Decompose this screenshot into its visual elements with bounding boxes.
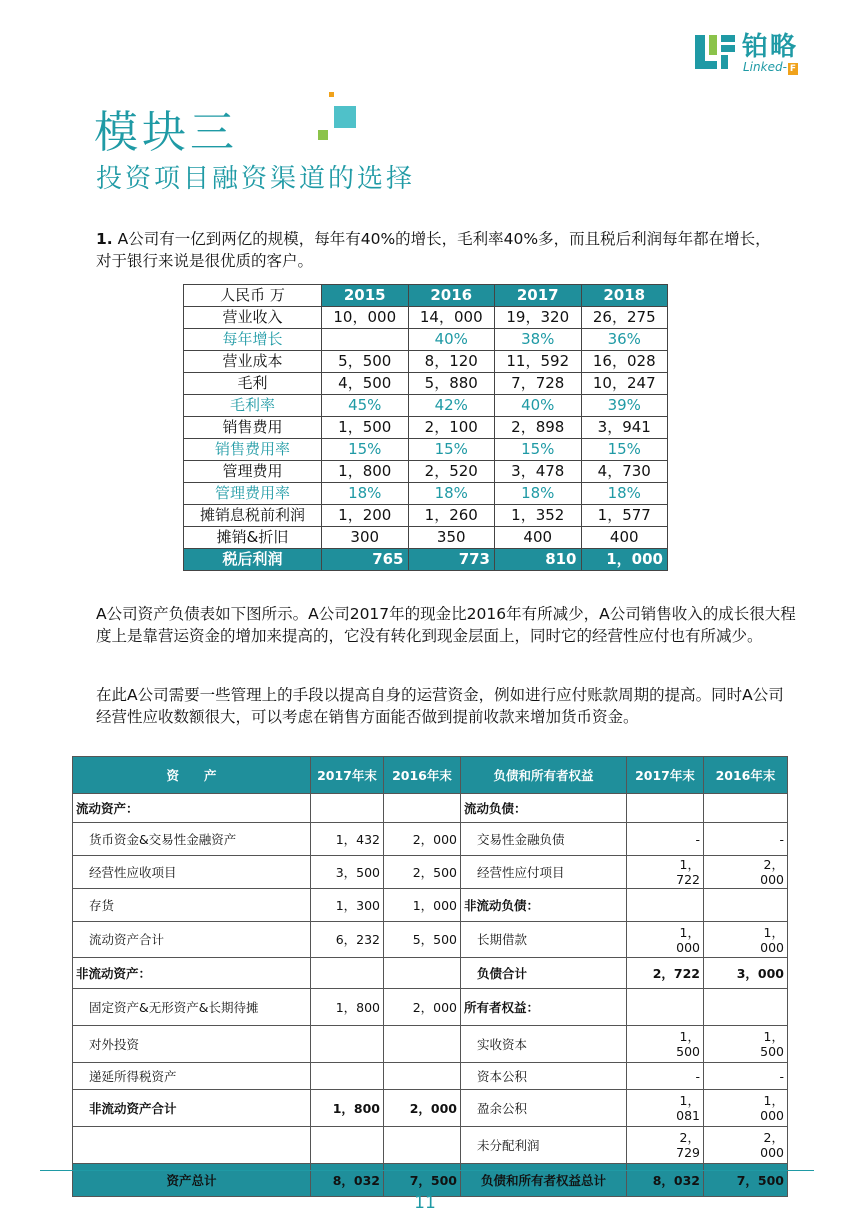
amount-cell: 1， 081 — [627, 1090, 704, 1127]
row-label: 毛利率 — [184, 395, 322, 417]
page-number: 11 — [414, 1193, 436, 1213]
table-cell: 2，520 — [408, 461, 495, 483]
year-header: 2017 — [495, 285, 582, 307]
balance-sheet-header — [73, 757, 788, 794]
table-cell: 16，028 — [581, 351, 668, 373]
table-cell: 765 — [322, 549, 409, 571]
row-label: 销售费用 — [184, 417, 322, 439]
amount-cell: 1，300 — [311, 889, 384, 922]
amount-cell: - — [627, 1063, 704, 1090]
table-cell: 3，941 — [581, 417, 668, 439]
table-cell: 40% — [408, 329, 495, 351]
table-cell: 45% — [322, 395, 409, 417]
table-cell: 36% — [581, 329, 668, 351]
liability-label: 资本公积 — [461, 1063, 627, 1090]
row-label: 营业收入 — [184, 307, 322, 329]
amount-cell: 2，000 — [384, 989, 461, 1026]
amount-cell — [384, 1063, 461, 1090]
table-cell: 15% — [408, 439, 495, 461]
amount-cell: 1， 500 — [704, 1026, 788, 1063]
table-row — [73, 889, 788, 922]
table-row — [73, 922, 788, 958]
table-row — [184, 417, 668, 439]
table-cell: 18% — [581, 483, 668, 505]
brand-name-cn: 铂略 — [742, 32, 799, 62]
asset-label: 流动资产： — [73, 794, 311, 823]
table-row — [184, 329, 668, 351]
amount-cell: 1， 000 — [704, 922, 788, 958]
liability-label: 长期借款 — [461, 922, 627, 958]
amount-cell: 8，032 — [311, 1164, 384, 1197]
row-label: 管理费用率 — [184, 483, 322, 505]
income-table — [183, 284, 668, 571]
table-cell: 3，478 — [495, 461, 582, 483]
row-label: 摊销&折旧 — [184, 527, 322, 549]
amount-cell — [384, 794, 461, 823]
amount-cell: 3，000 — [704, 958, 788, 989]
amount-cell: 1，800 — [311, 989, 384, 1026]
amount-cell: 1， 000 — [704, 1090, 788, 1127]
brand-name-en: Linked- F — [743, 60, 797, 74]
liability-label: 流动负债： — [461, 794, 627, 823]
table-row — [73, 1063, 788, 1090]
table-cell: 10，000 — [322, 307, 409, 329]
table-cell: 1，800 — [322, 461, 409, 483]
amount-cell: 6，232 — [311, 922, 384, 958]
table-cell: 14，000 — [408, 307, 495, 329]
amount-cell: 1， 000 — [627, 922, 704, 958]
table-cell: 4，730 — [581, 461, 668, 483]
table-cell: 18% — [408, 483, 495, 505]
table-cell: 26，275 — [581, 307, 668, 329]
table-cell: 400 — [581, 527, 668, 549]
column-header: 负债和所有者权益 — [461, 757, 627, 794]
table-row — [184, 439, 668, 461]
table-cell: 19，320 — [495, 307, 582, 329]
decorative-squares-icon — [316, 92, 364, 142]
amount-cell: 1，800 — [311, 1090, 384, 1127]
table-cell: 18% — [495, 483, 582, 505]
table-cell: 40% — [495, 395, 582, 417]
asset-label: 经营性应收项目 — [73, 856, 311, 889]
asset-label: 固定资产&无形资产&长期待摊 — [73, 989, 311, 1026]
table-cell: 15% — [495, 439, 582, 461]
table-row — [73, 989, 788, 1026]
table-row — [73, 856, 788, 889]
amount-cell: 1， 500 — [627, 1026, 704, 1063]
amount-cell: 2，000 — [384, 823, 461, 856]
amount-cell: 1，432 — [311, 823, 384, 856]
amount-cell: 1，000 — [384, 889, 461, 922]
amount-cell: 8，032 — [627, 1164, 704, 1197]
table-cell: 400 — [495, 527, 582, 549]
column-header: 2016年末 — [704, 757, 788, 794]
brand-logo — [693, 33, 813, 73]
table-row — [184, 307, 668, 329]
asset-label: 非流动资产合计 — [73, 1090, 311, 1127]
page-title: 模块三 — [94, 107, 238, 158]
table-cell: 18% — [322, 483, 409, 505]
balance-sheet-table — [72, 756, 788, 1197]
table-cell: 350 — [408, 527, 495, 549]
table-row — [184, 527, 668, 549]
amount-cell: 2，000 — [384, 1090, 461, 1127]
table-cell: 38% — [495, 329, 582, 351]
table-row — [73, 1164, 788, 1197]
table-row — [73, 1026, 788, 1063]
footer-rule — [40, 1170, 814, 1171]
amount-cell — [311, 958, 384, 989]
liability-label: 所有者权益： — [461, 989, 627, 1026]
amount-cell: 7，500 — [704, 1164, 788, 1197]
table-cell: 810 — [495, 549, 582, 571]
table-row — [184, 395, 668, 417]
asset-label: 资产总计 — [73, 1164, 311, 1197]
amount-cell — [627, 794, 704, 823]
amount-cell — [704, 989, 788, 1026]
table-cell: 1，260 — [408, 505, 495, 527]
amount-cell: 1， 722 — [627, 856, 704, 889]
year-header: 2016 — [408, 285, 495, 307]
asset-label: 非流动资产： — [73, 958, 311, 989]
amount-cell — [704, 889, 788, 922]
table-row — [184, 373, 668, 395]
row-label: 管理费用 — [184, 461, 322, 483]
table-cell: 2，898 — [495, 417, 582, 439]
row-label: 营业成本 — [184, 351, 322, 373]
year-header: 2018 — [581, 285, 668, 307]
row-label: 毛利 — [184, 373, 322, 395]
amount-cell — [384, 958, 461, 989]
table-row — [184, 483, 668, 505]
asset-label — [73, 1127, 311, 1164]
table-cell: 773 — [408, 549, 495, 571]
liability-label: 交易性金融负债 — [461, 823, 627, 856]
working-capital-paragraph: 在此A公司需要一些管理上的手段以提高自身的运营资金，例如进行应付账款周期的提高。同时A公司经营性应收数额很大，可以考虑在销售方面能否做到提前收款来增加货币资金。 — [96, 686, 784, 726]
amount-cell — [311, 1127, 384, 1164]
amount-cell: - — [627, 823, 704, 856]
amount-cell: 2，500 — [384, 856, 461, 889]
table-cell: 5，500 — [322, 351, 409, 373]
amount-cell: 2，722 — [627, 958, 704, 989]
intro-paragraph — [96, 228, 786, 272]
table-cell: 1，352 — [495, 505, 582, 527]
table-cell: 1，000 — [581, 549, 668, 571]
table-row — [184, 549, 668, 571]
table-cell: 5，880 — [408, 373, 495, 395]
amount-cell — [627, 889, 704, 922]
brand-mark-icon — [693, 33, 737, 73]
table-row — [73, 958, 788, 989]
amount-cell — [627, 989, 704, 1026]
table-row — [184, 351, 668, 373]
table-cell: 7，728 — [495, 373, 582, 395]
table-row — [184, 505, 668, 527]
asset-label: 存货 — [73, 889, 311, 922]
amount-cell — [704, 794, 788, 823]
amount-cell: 2， 000 — [704, 856, 788, 889]
column-header: 2017年末 — [627, 757, 704, 794]
table-row — [73, 794, 788, 823]
amount-cell — [311, 794, 384, 823]
intro-number: 1. — [96, 230, 113, 248]
table-cell: 4，500 — [322, 373, 409, 395]
liability-label: 负债合计 — [461, 958, 627, 989]
asset-label: 货币资金&交易性金融资产 — [73, 823, 311, 856]
asset-label: 对外投资 — [73, 1026, 311, 1063]
intro-text: A公司有一亿到两亿的规模，每年有40%的增长，毛利率40%多，而且税后利润每年都在增长，对于银行来说是很优质的客户。 — [96, 230, 771, 270]
amount-cell — [311, 1026, 384, 1063]
balance-sheet-paragraph: A公司资产负债表如下图所示。A公司2017年的现金比2016年有所减少，A公司销售收入的成长很大程度上是靠营运资金的增加来提高的，它没有转化到现金层面上，同时它的经营性应付也有所减少。 — [96, 605, 796, 645]
row-label: 每年增长 — [184, 329, 322, 351]
row-label: 销售费用率 — [184, 439, 322, 461]
amount-cell — [311, 1063, 384, 1090]
amount-cell: 2， 729 — [627, 1127, 704, 1164]
liability-label: 实收资本 — [461, 1026, 627, 1063]
year-header: 2015 — [322, 285, 409, 307]
table-row — [73, 1090, 788, 1127]
amount-cell: 2， 000 — [704, 1127, 788, 1164]
liability-label: 非流动负债： — [461, 889, 627, 922]
amount-cell — [384, 1127, 461, 1164]
liability-label: 负债和所有者权益总计 — [461, 1164, 627, 1197]
liability-label: 经营性应付项目 — [461, 856, 627, 889]
table-cell: 1，200 — [322, 505, 409, 527]
table-cell: 2，100 — [408, 417, 495, 439]
column-header: 资 产 — [73, 757, 311, 794]
table-cell: 15% — [581, 439, 668, 461]
row-label: 摊销息税前利润 — [184, 505, 322, 527]
table-cell: 300 — [322, 527, 409, 549]
amount-cell: - — [704, 823, 788, 856]
page-subtitle: 投资项目融资渠道的选择 — [96, 164, 416, 194]
table-row — [184, 461, 668, 483]
table-cell: 15% — [322, 439, 409, 461]
unit-header: 人民币 万 — [184, 285, 322, 307]
row-label: 税后利润 — [184, 549, 322, 571]
liability-label: 盈余公积 — [461, 1090, 627, 1127]
amount-cell — [384, 1026, 461, 1063]
amount-cell: 3，500 — [311, 856, 384, 889]
amount-cell: - — [704, 1063, 788, 1090]
table-cell: 1，500 — [322, 417, 409, 439]
amount-cell: 7，500 — [384, 1164, 461, 1197]
table-cell: 10，247 — [581, 373, 668, 395]
table-cell: 8，120 — [408, 351, 495, 373]
column-header: 2016年末 — [384, 757, 461, 794]
column-header: 2017年末 — [311, 757, 384, 794]
table-cell: 39% — [581, 395, 668, 417]
table-row — [73, 1127, 788, 1164]
table-cell — [322, 329, 409, 351]
asset-label: 递延所得税资产 — [73, 1063, 311, 1090]
table-cell: 42% — [408, 395, 495, 417]
table-cell: 1，577 — [581, 505, 668, 527]
income-table-header — [184, 285, 668, 307]
table-row — [73, 823, 788, 856]
amount-cell: 5，500 — [384, 922, 461, 958]
asset-label: 流动资产合计 — [73, 922, 311, 958]
table-cell: 11，592 — [495, 351, 582, 373]
liability-label: 未分配利润 — [461, 1127, 627, 1164]
